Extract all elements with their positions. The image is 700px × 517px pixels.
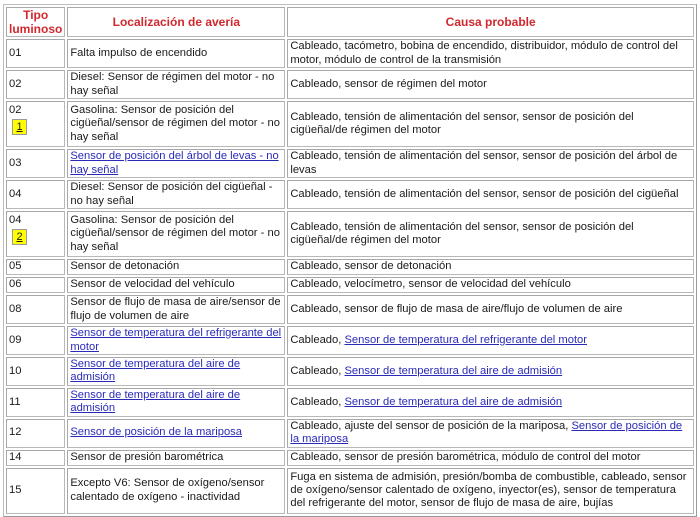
header-tipo-luminoso-line2: luminoso bbox=[9, 22, 63, 36]
code-cell bbox=[6, 101, 65, 147]
light-code: 01 bbox=[9, 46, 22, 59]
code-cell bbox=[6, 419, 65, 448]
cause-link[interactable]: Sensor de posición de la mariposa bbox=[290, 419, 683, 446]
location-text: Excepto V6: Sensor de oxígeno/sensor calentado de oxígeno - inactividad bbox=[70, 477, 265, 503]
table-row bbox=[6, 70, 694, 99]
cause-link[interactable]: Sensor de temperatura del aire de admisión bbox=[344, 395, 563, 408]
cause-cell bbox=[287, 326, 694, 355]
cause-text: Cableado, bbox=[290, 333, 345, 346]
light-code: 12 bbox=[9, 426, 22, 439]
cause-text: Cableado, tensión de alimentación del sensor, sensor de posición del cigüeñal/de régimen del motor bbox=[290, 110, 634, 136]
location-cell bbox=[67, 180, 285, 209]
table-row bbox=[6, 180, 694, 209]
light-code: 06 bbox=[9, 278, 22, 291]
light-code: 04 bbox=[9, 214, 22, 226]
header-localizacion: Localización de avería bbox=[67, 7, 285, 37]
code-cell bbox=[6, 357, 65, 386]
footnote-badge[interactable]: 2 bbox=[12, 229, 27, 245]
cause-cell bbox=[287, 211, 694, 257]
table-row bbox=[6, 39, 694, 68]
table-row bbox=[6, 357, 694, 386]
cause-cell bbox=[287, 419, 694, 448]
cause-cell bbox=[287, 277, 694, 293]
cause-link[interactable]: Sensor de temperatura del refrigerante del motor bbox=[344, 333, 587, 346]
code-cell bbox=[6, 149, 65, 178]
location-text: Sensor de detonación bbox=[70, 260, 180, 273]
table-row bbox=[6, 295, 694, 324]
location-text: Sensor de flujo de masa de aire/sensor de flujo de volumen de aire bbox=[70, 296, 281, 322]
cause-text: Cableado, tensión de alimentación del sensor, sensor de posición del cigüeñal bbox=[290, 187, 679, 200]
cause-text: Fuga en sistema de admisión, presión/bomba de combustible, cableado, sensor de oxígeno/sensor calentado de oxígeno, inyector(es), sensor de temperatura del refrigerante del motor, sensor de flujo de masa de aire, bujías bbox=[290, 470, 687, 510]
cause-text: Cableado, velocímetro, sensor de velocidad del vehículo bbox=[290, 278, 571, 291]
header-tipo-luminoso bbox=[6, 7, 65, 37]
table-row bbox=[6, 388, 694, 417]
footnote-badge[interactable]: 1 bbox=[12, 119, 27, 135]
cause-cell bbox=[287, 39, 694, 68]
location-cell bbox=[67, 211, 285, 257]
location-cell bbox=[67, 419, 285, 448]
light-code: 05 bbox=[9, 260, 22, 273]
code-cell bbox=[6, 259, 65, 275]
location-cell bbox=[67, 149, 285, 178]
light-code: 14 bbox=[9, 450, 22, 463]
table-row bbox=[6, 259, 694, 275]
location-link[interactable]: Sensor de posición del árbol de levas - no hay señal bbox=[70, 150, 279, 176]
cause-cell bbox=[287, 450, 694, 466]
code-cell bbox=[6, 295, 65, 324]
table-row bbox=[6, 450, 694, 466]
light-code: 09 bbox=[9, 333, 22, 346]
code-cell bbox=[6, 388, 65, 417]
fault-code-table bbox=[3, 4, 697, 517]
cause-text: Cableado, tensión de alimentación del sensor, sensor de posición del árbol de levas bbox=[290, 150, 678, 176]
light-code: 11 bbox=[9, 395, 21, 408]
location-link[interactable]: Sensor de temperatura del aire de admisión bbox=[70, 388, 241, 415]
light-code: 15 bbox=[9, 483, 22, 496]
location-cell bbox=[67, 277, 285, 293]
cause-text: Cableado, tensión de alimentación del sensor, sensor de posición del cigüeñal/de régimen del motor bbox=[290, 220, 634, 246]
cause-cell bbox=[287, 101, 694, 147]
location-text: Diesel: Sensor de régimen del motor - no hay señal bbox=[70, 71, 275, 97]
location-link[interactable]: Sensor de temperatura del aire de admisión bbox=[70, 358, 241, 384]
light-code: 08 bbox=[9, 302, 22, 315]
cause-text: Cableado, sensor de detonación bbox=[290, 260, 452, 273]
cause-cell bbox=[287, 468, 694, 514]
cause-text: Cableado, bbox=[290, 364, 345, 377]
location-cell bbox=[67, 259, 285, 275]
table-row bbox=[6, 101, 694, 147]
cause-cell bbox=[287, 295, 694, 324]
cause-text: Cableado, ajuste del sensor de posición de la mariposa, bbox=[290, 419, 572, 432]
location-cell bbox=[67, 388, 285, 417]
light-code: 10 bbox=[9, 364, 22, 377]
location-text: Sensor de velocidad del vehículo bbox=[70, 278, 235, 291]
location-cell bbox=[67, 326, 285, 355]
location-cell bbox=[67, 39, 285, 68]
table-body bbox=[6, 39, 694, 514]
cause-cell bbox=[287, 259, 694, 275]
code-cell bbox=[6, 70, 65, 99]
table-header-row bbox=[6, 7, 694, 37]
header-tipo-luminoso-line1: Tipo bbox=[23, 8, 49, 22]
code-cell bbox=[6, 211, 65, 257]
table-row bbox=[6, 326, 694, 355]
code-cell bbox=[6, 180, 65, 209]
cause-cell bbox=[287, 357, 694, 386]
cause-text: Cableado, sensor de régimen del motor bbox=[290, 77, 487, 90]
location-cell bbox=[67, 468, 285, 514]
location-cell bbox=[67, 295, 285, 324]
table-row bbox=[6, 149, 694, 178]
location-cell bbox=[67, 357, 285, 386]
location-cell bbox=[67, 450, 285, 466]
table-row bbox=[6, 277, 694, 293]
location-cell bbox=[67, 101, 285, 147]
table-row bbox=[6, 211, 694, 257]
table-row bbox=[6, 419, 694, 448]
light-code: 04 bbox=[9, 187, 22, 200]
header-causa-probable: Causa probable bbox=[287, 7, 694, 37]
code-cell bbox=[6, 468, 65, 514]
light-code: 02 bbox=[9, 77, 22, 90]
location-text: Gasolina: Sensor de posición del cigüeñal/sensor de régimen del motor - no hay señal bbox=[70, 103, 280, 143]
light-code: 02 bbox=[9, 104, 22, 116]
location-text: Gasolina: Sensor de posición del cigüeñal/sensor de régimen del motor - no hay señal bbox=[70, 213, 280, 253]
cause-text: Cableado, sensor de flujo de masa de aire/flujo de volumen de aire bbox=[290, 302, 623, 315]
location-cell bbox=[67, 70, 285, 99]
location-link[interactable]: Sensor de posición de la mariposa bbox=[70, 426, 242, 439]
cause-cell bbox=[287, 180, 694, 209]
cause-text: Cableado, sensor de presión barométrica, módulo de control del motor bbox=[290, 450, 641, 463]
light-code: 03 bbox=[9, 156, 22, 169]
cause-text: Cableado, bbox=[290, 395, 345, 408]
location-text: Falta impulso de encendido bbox=[70, 46, 208, 59]
cause-cell bbox=[287, 388, 694, 417]
code-cell bbox=[6, 277, 65, 293]
cause-link[interactable]: Sensor de temperatura del aire de admisión bbox=[344, 364, 563, 377]
location-link[interactable]: Sensor de temperatura del refrigerante del motor bbox=[70, 327, 282, 353]
code-cell bbox=[6, 326, 65, 355]
location-text: Sensor de presión barométrica bbox=[70, 450, 224, 463]
cause-cell bbox=[287, 149, 694, 178]
location-text: Diesel: Sensor de posición del cigüeñal - no hay señal bbox=[70, 181, 273, 207]
code-cell bbox=[6, 39, 65, 68]
cause-text: Cableado, tacómetro, bobina de encendido, distribuidor, módulo de control del motor, módulo de control de la transmisión bbox=[290, 40, 678, 66]
code-cell bbox=[6, 450, 65, 466]
cause-cell bbox=[287, 70, 694, 99]
table-row bbox=[6, 468, 694, 514]
